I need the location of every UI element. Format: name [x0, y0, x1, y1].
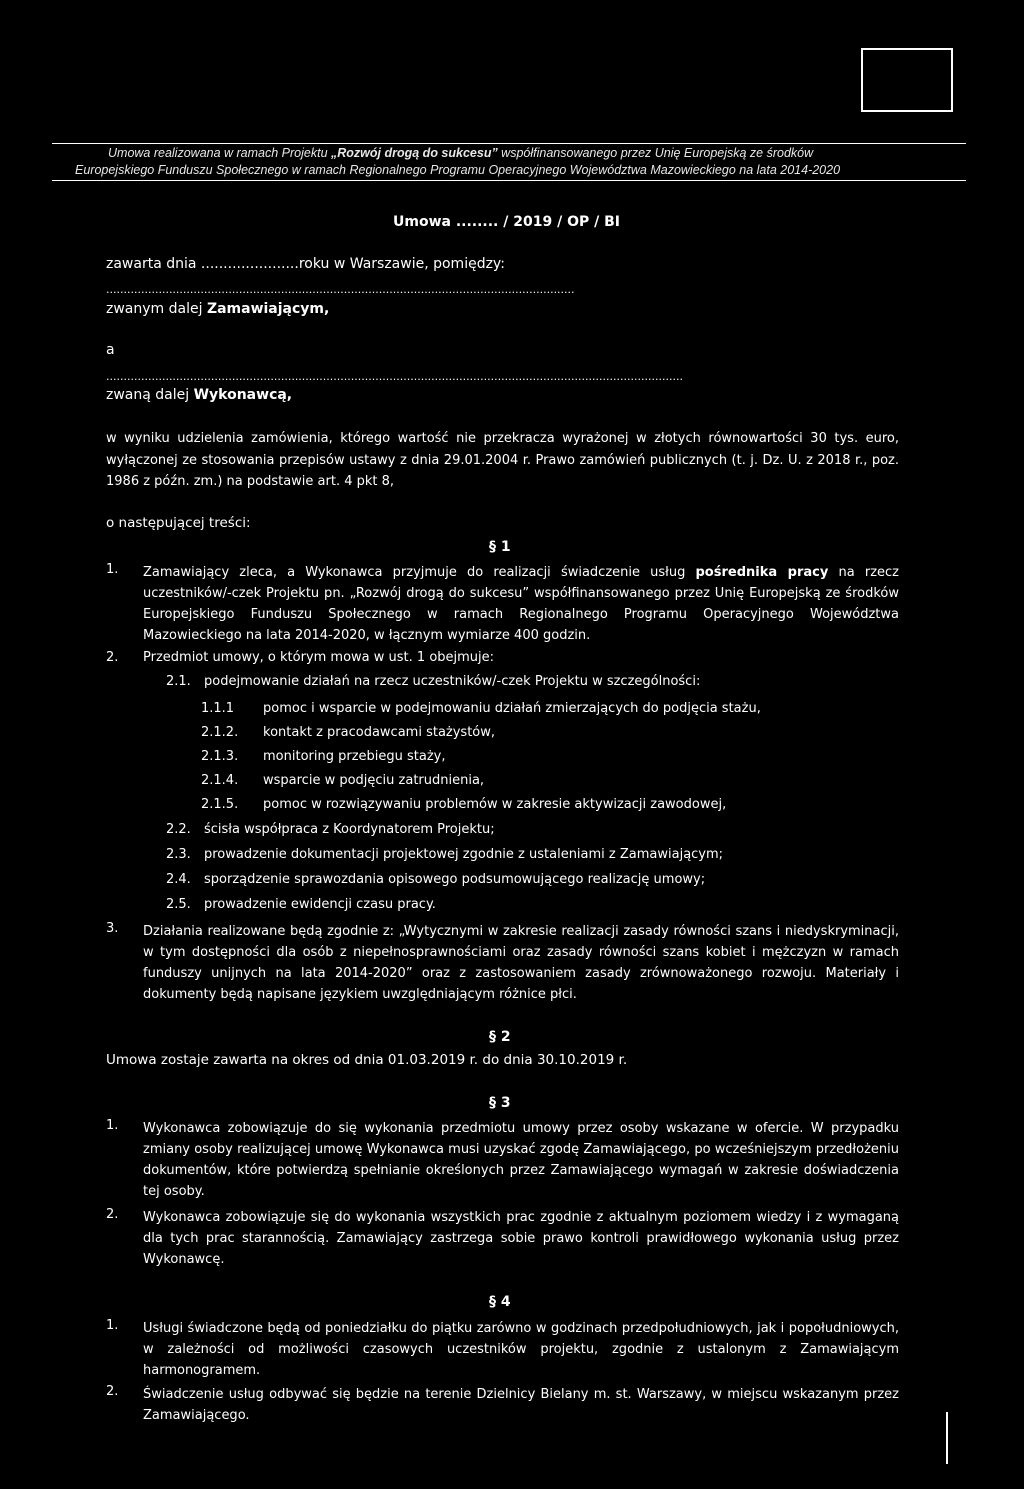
scope-item-text: pomoc w rozwiązywaniu problemów w zakresie aktywizacji zawodowej,	[263, 797, 727, 812]
and-word: a	[106, 342, 115, 358]
scope-item-number: 2.5.	[166, 897, 191, 912]
s2-text: Umowa zostaje zawarta na okres od dnia 01.03.2019 r. do dnia 30.10.2019 r.	[106, 1052, 628, 1068]
party2-line: zwaną dalej Wykonawcą,	[106, 387, 293, 403]
document-title: Umowa ........ / 2019 / OP / BI	[393, 214, 620, 230]
section-3-heading: § 3	[489, 1095, 511, 1111]
scope-item-text: kontakt z pracodawcami stażystów,	[263, 725, 496, 740]
scope-item-text: prowadzenie ewidencji czasu pracy.	[204, 897, 436, 912]
scope-item-text: pomoc i wsparcie w podejmowaniu działań zmierzających do podjęcia stażu,	[263, 701, 761, 716]
s1-p3-number: 3.	[106, 921, 119, 936]
legal-basis-paragraph: w wyniku udzielenia zamówienia, którego wartość nie przekracza wyrażonej w złotych równowartości 30 tys. euro, wyłączonej ze stosowania przepisów ustawy z dnia 29.01.2004 r. Prawo zamówień publicznych (t. j. Dz. U. z 2018 r., poz. 1986 z późn. zm.) na podstawie art. 4 pkt 8,	[106, 431, 899, 489]
scope-item-text: ścisła współpraca z Koordynatorem Projektu;	[204, 822, 495, 837]
s1-p2-text: Przedmiot umowy, o którym mowa w ust. 1 obejmuje:	[143, 650, 495, 665]
s4-p1-text: Usługi świadczone będą od poniedziałku do piątku zarówno w godzinach przedpołudniowych, jak i popołudniowych, w zależności od możliwości czasowych uczestników projektu, zgodnie z ustalonym z Zamawiającym harmonogramem.	[143, 1321, 899, 1378]
header-bottom-rule	[52, 180, 966, 181]
date-line: zawarta dnia ......................roku w Warszawie, pomiędzy:	[106, 256, 505, 272]
header-top-rule	[52, 143, 966, 144]
scope-item-number: 2.1.5.	[201, 797, 239, 812]
scope-item-text: prowadzenie dokumentacji projektowej zgodnie z ustaleniami z Zamawiającym;	[204, 847, 724, 862]
scope-item-text: podejmowanie działań na rzecz uczestników/-czek Projektu w szczególności:	[204, 674, 701, 689]
s3-p2-number: 2.	[106, 1207, 119, 1222]
party1-dots: ......................................................................................................................................	[106, 283, 575, 296]
header-line-1: Umowa realizowana w ramach Projektu „Rozwój drogą do sukcesu” współfinansowanego przez Unię Europejską ze środków	[108, 146, 814, 160]
s1-p2-number: 2.	[106, 650, 119, 665]
section-1-heading: § 1	[489, 539, 511, 555]
header-line-2: Europejskiego Funduszu Społecznego w ramach Regionalnego Programu Operacyjnego Województwa Mazowieckiego na lata 2014-2020	[75, 163, 841, 177]
scope-item-number: 2.1.2.	[201, 725, 239, 740]
party2-dots: .....................................................................................................................................................................	[106, 370, 683, 383]
scope-item-number: 2.1.4.	[201, 773, 239, 788]
section-2-heading: § 2	[489, 1029, 511, 1045]
content-intro: o następującej treści:	[106, 515, 251, 531]
scope-item-text: wsparcie w podjęciu zatrudnienia,	[263, 773, 485, 788]
s3-p2-text: Wykonawca zobowiązuje się do wykonania wszystkich prac zgodnie z aktualnym poziomem wiedzy i z wymaganą dla tych prac starannością. Zamawiający zastrzega sobie prawo kontroli prawidłowego wykonania usług przez Wykonawcę.	[143, 1210, 899, 1267]
scope-item-number: 1.1.1	[201, 701, 235, 716]
scope-item-number: 2.1.	[166, 674, 191, 689]
s3-p1-text: Wykonawca zobowiązuje do się wykonania przedmiotu umowy przez osoby wskazane w ofercie. W przypadku zmiany osoby realizującej umowę Wykonawca musi uzyskać zgodę Zamawiającego, po wcześniejszym przedłożeniu dokumentów, które potwierdzą spełnianie określonych przez Zamawiającego wymagań w zakresie doświadczenia tej osoby.	[143, 1121, 899, 1199]
section-4-heading: § 4	[489, 1294, 511, 1310]
scope-item-number: 2.2.	[166, 822, 191, 837]
scope-item-text: sporządzenie sprawozdania opisowego podsumowującego realizację umowy;	[204, 872, 706, 887]
s4-p2-number: 2.	[106, 1384, 119, 1399]
scope-item-text: monitoring przebiegu staży,	[263, 749, 446, 764]
scope-item-number: 2.4.	[166, 872, 191, 887]
corner-stamp-box	[861, 48, 953, 112]
s3-p1-number: 1.	[106, 1118, 119, 1133]
s4-p1-number: 1.	[106, 1318, 119, 1333]
margin-mark	[946, 1412, 948, 1464]
s1-p1-text: Zamawiający zleca, a Wykonawca przyjmuje do realizacji świadczenie usług pośrednika pracy na rzecz uczestników/-czek Projektu pn. „Rozwój drogą do sukcesu” współfinansowanego przez Unię Europejską ze środków Europejskiego Funduszu Społecznego w ramach Regionalnego Programu Operacyjnego Województwa Mazowieckiego na lata 2014-2020, w łącznym wymiarze 400 godzin.	[143, 565, 899, 643]
scope-item-number: 2.1.3.	[201, 749, 239, 764]
scope-item-number: 2.3.	[166, 847, 191, 862]
party1-line: zwanym dalej Zamawiającym,	[106, 301, 330, 317]
s1-p1-number: 1.	[106, 562, 119, 577]
s1-p3-text: Działania realizowane będą zgodnie z: „Wytycznymi w zakresie realizacji zasady równości szans i niedyskryminacji, w tym dostępności dla osób z niepełnosprawnościami oraz zasady równości szans kobiet i mężczyzn w ramach funduszy unijnych na lata 2014-2020” oraz z zastosowaniem zasady zrównoważonego rozwoju. Materiały i dokumenty będą napisane językiem uwzględniającym różnice płci.	[143, 924, 899, 1002]
s4-p2-text: Świadczenie usług odbywać się będzie na terenie Dzielnicy Bielany m. st. Warszawy, w miejscu wskazanym przez Zamawiającego.	[143, 1387, 899, 1423]
